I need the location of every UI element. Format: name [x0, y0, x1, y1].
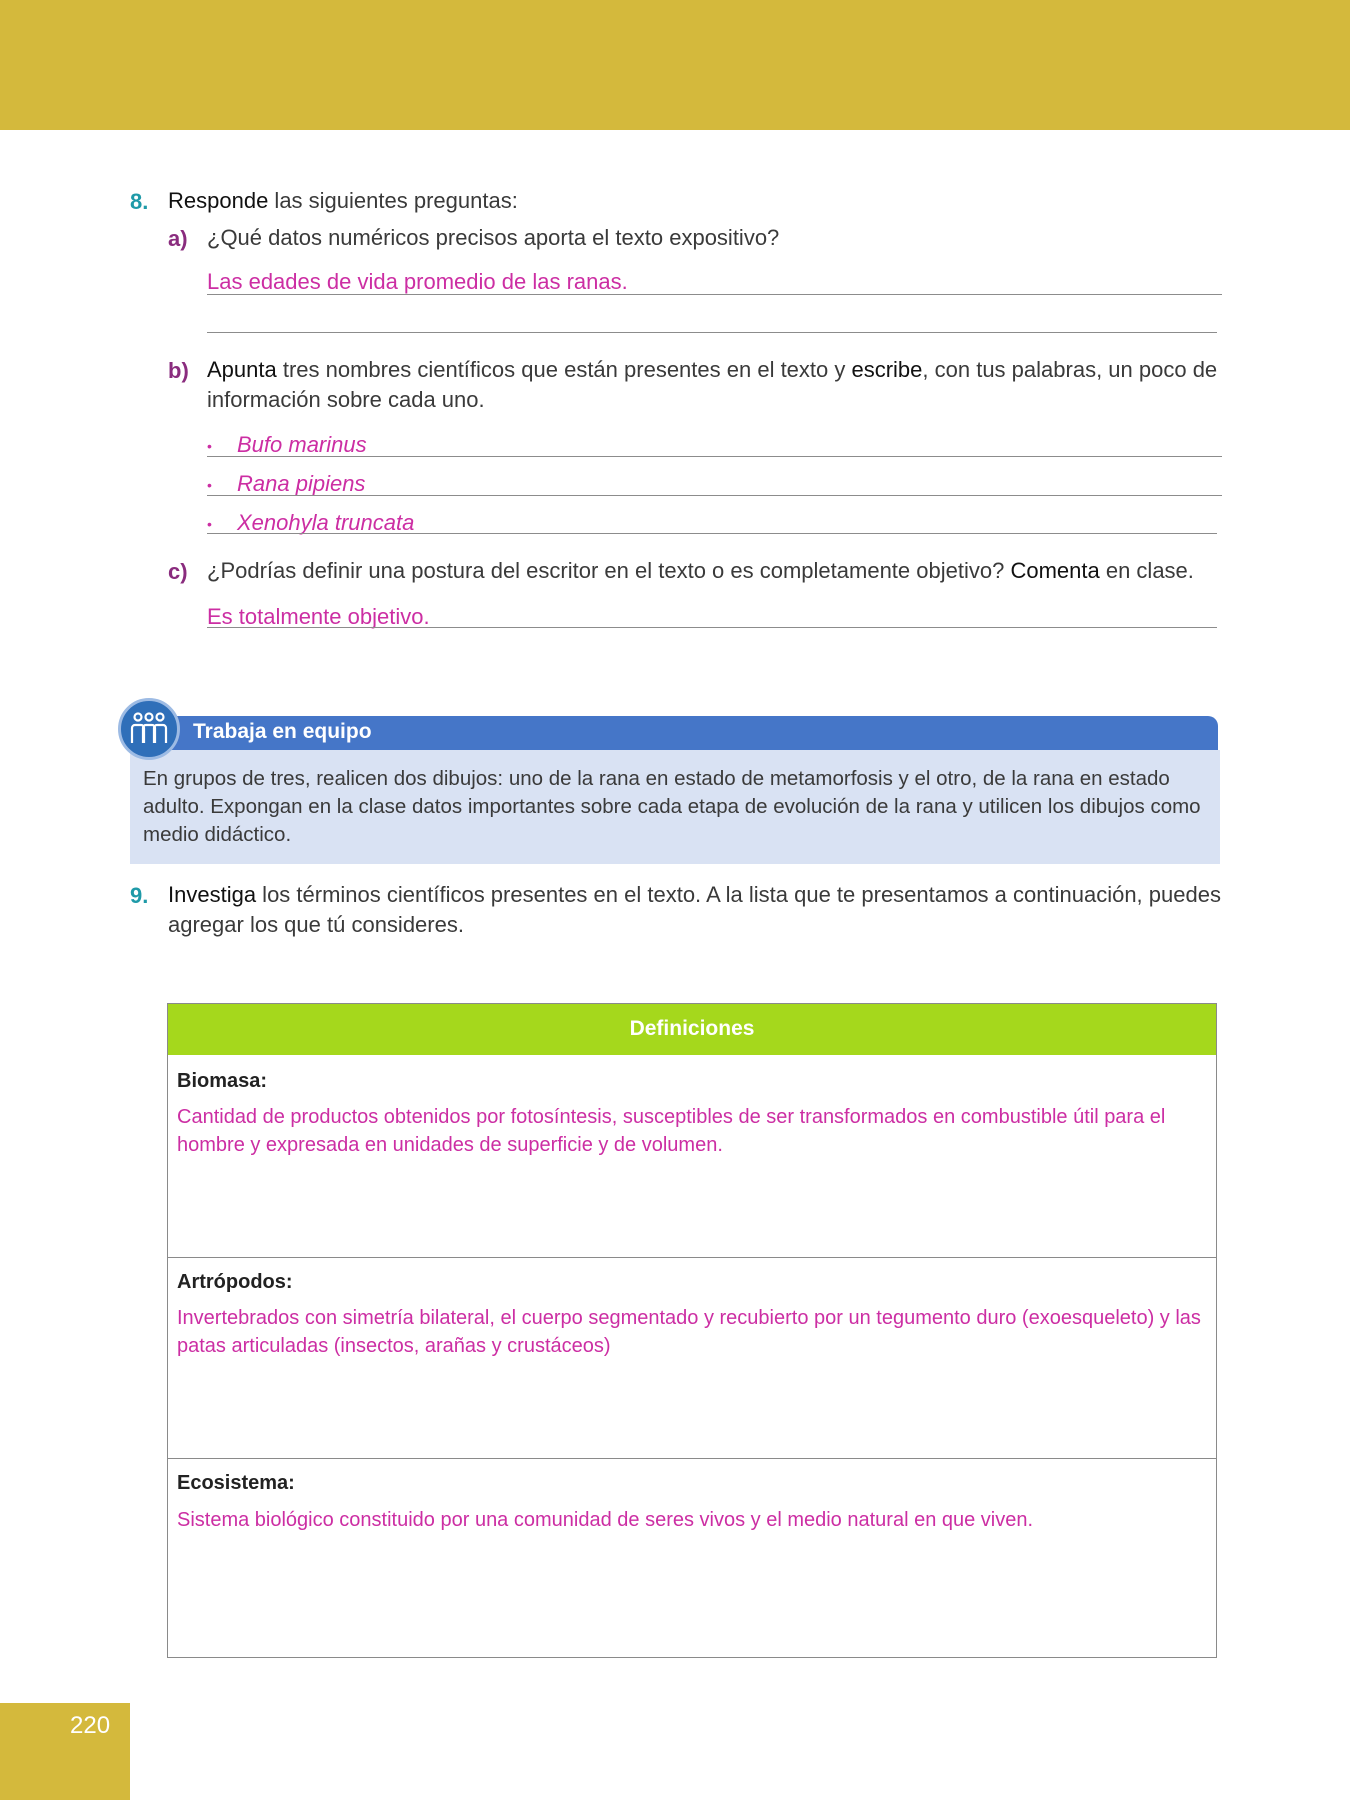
sub-a-answer[interactable]: Las edades de vida promedio de las ranas. [207, 269, 628, 294]
sci-name-1[interactable]: Bufo marinus [237, 432, 367, 457]
row-separator [168, 1458, 1216, 1459]
answer-line [207, 294, 1222, 295]
answer-line-blank[interactable] [207, 332, 1217, 333]
answer-line [207, 533, 1217, 534]
definition-ecosistema[interactable]: Sistema biológico constituido por una comunidad de seres vivos y el medio natural en que viven. [177, 1509, 1034, 1531]
answer-line [207, 456, 1222, 457]
sub-b-question: Apunta tres nombres científicos que están presentes en el texto y escribe, con tus palabras, un poco de información sobre cada uno. [207, 357, 1218, 412]
top-banner [0, 0, 1350, 130]
table-header-label: Definiciones [629, 1017, 755, 1040]
bullet-1: • [207, 438, 212, 454]
page-number-tab [0, 1703, 130, 1800]
term-biomasa: Biomasa: [177, 1070, 268, 1092]
row-separator [168, 1257, 1216, 1258]
team-work-instructions: En grupos de tres, realicen dos dibujos: uno de la rana en estado de metamorfosis y el otro, de la rana en estado adulto. Expongan en la clase datos importantes sobre cada etapa de evolución de la rana y utilicen los dibujos como medio didáctico. [143, 767, 1201, 846]
question-8-prompt: Responde las siguientes preguntas: [168, 188, 518, 213]
team-work-title: Trabaja en equipo [193, 720, 372, 743]
question-9-number: 9. [130, 883, 149, 908]
answer-line [207, 495, 1222, 496]
bullet-3: • [207, 516, 212, 532]
table-header [168, 1004, 1216, 1055]
term-artropodos: Artrópodos: [177, 1271, 293, 1293]
sub-c-question: ¿Podrías definir una postura del escritor en el texto o es completamente objetivo? Comenta en clase. [207, 558, 1194, 583]
keyword-responde: Responde [168, 188, 269, 213]
sub-b-letter: b) [168, 358, 189, 383]
sub-c-answer[interactable]: Es totalmente objetivo. [207, 604, 430, 629]
people-group-icon [118, 698, 180, 760]
sub-a-question: ¿Qué datos numéricos precisos aporta el texto expositivo? [207, 225, 780, 250]
sub-a-letter: a) [168, 226, 188, 251]
definition-artropodos[interactable]: Invertebrados con simetría bilateral, el cuerpo segmentado y recubierto por un tegumento duro (exoesqueleto) y las patas articuladas (insectos, arañas y crustáceos) [177, 1307, 1201, 1357]
sci-name-2[interactable]: Rana pipiens [237, 471, 366, 496]
page-number: 220 [70, 1712, 111, 1739]
definitions-table [167, 1003, 1217, 1658]
answer-line [207, 627, 1217, 628]
sub-c-letter: c) [168, 559, 188, 584]
term-ecosistema: Ecosistema: [177, 1472, 295, 1494]
bullet-2: • [207, 477, 212, 493]
sci-name-3[interactable]: Xenohyla truncata [237, 510, 415, 535]
question-9-prompt: Investiga los términos científicos presentes en el texto. A la lista que te presentamos a continuación, puedes agregar los que tú consideres. [168, 882, 1221, 937]
definition-biomasa[interactable]: Cantidad de productos obtenidos por fotosíntesis, susceptibles de ser transformados en combustible útil para el hombre y expresada en unidades de superficie y de volumen. [177, 1106, 1166, 1156]
question-8-number: 8. [130, 189, 149, 214]
